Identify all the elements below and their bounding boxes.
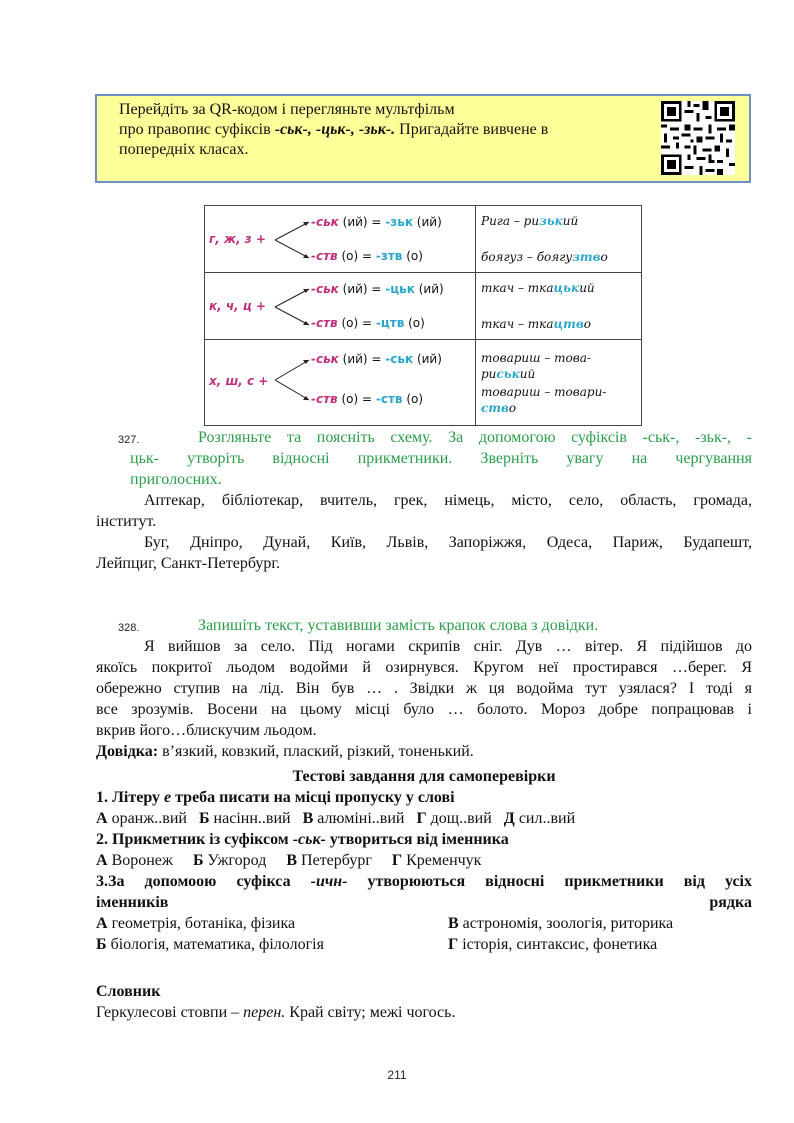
task-line: Запишіть текст, уставивши замість крапок слова з довідки. xyxy=(198,617,599,634)
words-list-2: Буг, Дніпро, Дунай, Київ, Львів, Запоріжжя, Одеса, Париж, Будапешт, xyxy=(144,534,752,551)
option-d: Д сил..вий xyxy=(503,810,576,827)
question-1-options xyxy=(96,808,752,829)
text-line: Я вийшов за село. Під ногами скрипів сніг. Дув … вітер. Я підійшов до xyxy=(144,638,752,655)
words-list-2-end: Лейпциг, Санкт-Петербург. xyxy=(96,555,281,572)
exercise-number: 327. xyxy=(118,434,140,446)
example-adj: ткач – ткацький xyxy=(481,281,595,295)
question-3-options-row1 xyxy=(96,913,752,934)
dictionary-section xyxy=(96,981,752,1023)
task-line: Розгляньте та поясніть схему. За допомогою суфіксів -ськ-, -зьк-, - xyxy=(198,429,752,446)
example-noun: боягуз – боягузтво xyxy=(481,250,608,264)
option-g: Г історія, синтаксис, фонетика xyxy=(448,936,658,953)
suffix-noun: -ств (о) = -ств (о) xyxy=(311,392,424,406)
scheme-row-khshs xyxy=(205,340,641,426)
qr-line3: попередніх класах. xyxy=(119,141,249,158)
option-b: Б Ужгород xyxy=(192,852,267,869)
option-v: В алюміні..вий xyxy=(302,810,405,827)
qr-line2-before: про правопис суфіксів xyxy=(119,121,275,138)
tests-title: Тестові завдання для самоперевірки xyxy=(292,768,556,785)
exercise-327 xyxy=(96,427,752,574)
question-3: 3.За допомоою суфікса -ичн- утворюються відносні прикметники від усіх xyxy=(96,873,753,890)
scheme-row-gzhz xyxy=(205,206,641,273)
suffix-noun: -ств (о) = -зтв (о) xyxy=(311,249,423,263)
option-b: Б насінн..вий xyxy=(198,810,291,827)
exercise-327-task xyxy=(96,427,752,490)
branch-arrow-icon xyxy=(273,216,313,264)
suffix-noun: -ств (о) = -цтв (о) xyxy=(311,316,425,330)
question-2-options xyxy=(96,850,752,871)
text-line: якоїсь покритої льодом водойми й озирнувся. Кругом неї простирався …берег. Я xyxy=(96,659,752,676)
scheme-letters: х, ш, с + xyxy=(209,374,269,388)
question-1: 1. Літеру е треба писати на місці пропуску у слові xyxy=(96,789,455,806)
exercise-number: 328. xyxy=(118,622,140,634)
question-2: 2. Прикметник із суфіксом -ськ- утвориться від іменника xyxy=(96,831,509,848)
option-g: Г Кременчук xyxy=(391,852,482,869)
qr-line1: Перейдіть за QR-кодом і перегляньте мультфільм xyxy=(119,101,455,118)
branch-arrow-icon xyxy=(273,283,313,331)
text-line: вкрив його…блискучим льодом. xyxy=(96,722,317,739)
qr-code-icon[interactable] xyxy=(661,101,735,175)
qr-suffixes: -ськ-, -цьк-, -зьк-. xyxy=(274,121,396,138)
example-adj: Рига – ризький xyxy=(481,214,579,228)
text-line: обережно ступив на лід. Він був … . Звідки ж ця водойма тут узялася? І тоді я xyxy=(96,680,752,697)
question-3-cont: іменників рядка xyxy=(96,894,752,911)
qr-line2-after: Пригадайте вивчене в xyxy=(395,121,549,138)
task-line: цьк- утворіть відносні прикметники. Зверніть увагу на чергування xyxy=(130,450,752,467)
option-a: А геометрія, ботаніка, фізика xyxy=(96,915,296,932)
text-line: все зрозумів. Восени на цьому місці було … болото. Мороз добре попрацював і xyxy=(96,701,752,718)
self-test-section xyxy=(96,766,752,955)
dictionary-entry: Геркулесові стовпи – перен. Край світу; межі чогось. xyxy=(96,1004,456,1021)
option-a: А оранж..вий xyxy=(96,810,187,827)
help-line: Довідка: в’язкий, ковзкий, плаский, різкий, тоненький. xyxy=(96,743,474,760)
suffix-adj: -ськ (ий) = -зьк (ий) xyxy=(311,215,442,229)
suffix-scheme-table xyxy=(204,205,642,426)
option-b: Б біологія, математика, філологія xyxy=(96,936,324,953)
scheme-letters: г, ж, з + xyxy=(209,232,266,246)
suffix-adj: -ськ (ий) = -ськ (ий) xyxy=(311,352,442,366)
question-3-options-row2 xyxy=(96,934,752,955)
words-list-1-end: інститут. xyxy=(96,513,157,530)
scheme-row-kchts xyxy=(205,273,641,340)
option-v: В астрономія, зоологія, риторика xyxy=(448,915,674,932)
example-noun: товариш – товари- ство xyxy=(481,385,607,415)
branch-arrow-icon xyxy=(273,354,313,406)
option-a: А Воронеж xyxy=(96,852,173,869)
task-line: приголосних. xyxy=(130,471,222,488)
words-list-1: Аптекар, бібліотекар, вчитель, грек, німець, місто, село, область, громада, xyxy=(144,492,752,509)
qr-info-text xyxy=(119,100,639,160)
suffix-adj: -ськ (ий) = -цьк (ий) xyxy=(311,282,444,296)
dictionary-title: Словник xyxy=(96,983,161,1000)
option-g: Г дощ..вий xyxy=(416,810,492,827)
example-adj: товариш – това- риський xyxy=(481,351,591,381)
exercise-328-task xyxy=(96,615,752,636)
page-number: 211 xyxy=(387,1068,407,1082)
option-v: В Петербург xyxy=(286,852,372,869)
qr-info-box xyxy=(95,94,751,183)
scheme-letters: к, ч, ц + xyxy=(209,299,266,313)
exercise-328 xyxy=(96,615,752,762)
example-noun: ткач – ткацтво xyxy=(481,317,591,331)
